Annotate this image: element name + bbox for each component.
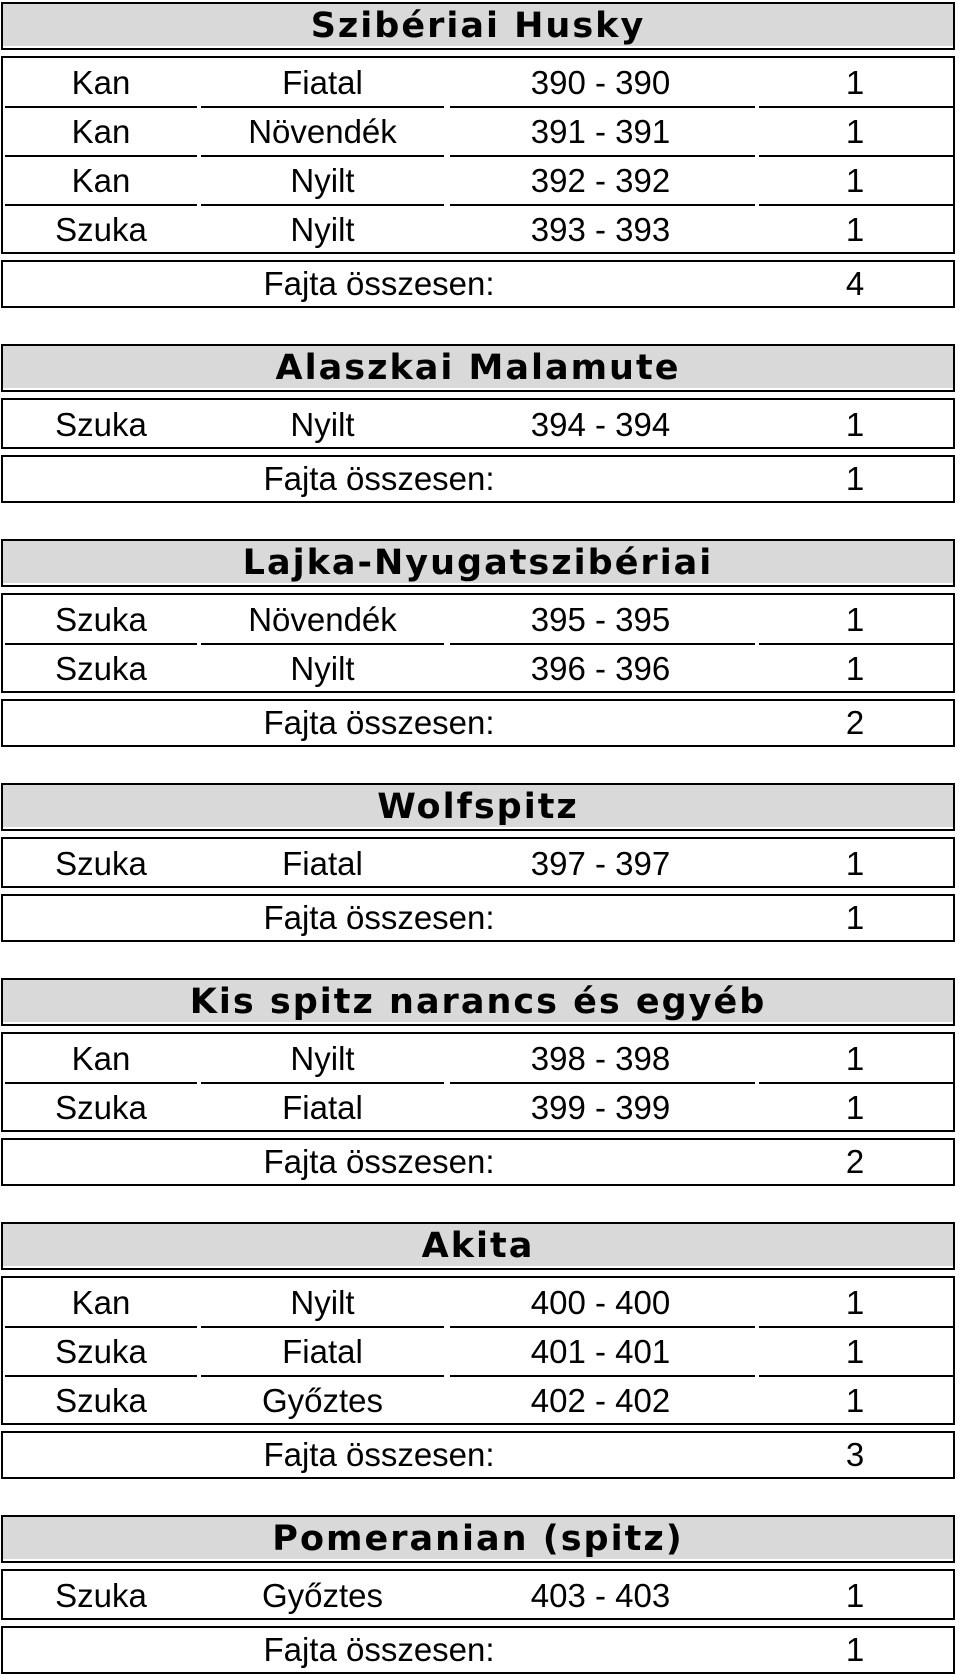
- number-range-cell: 397 - 397: [530, 845, 671, 882]
- total-label: Fajta összesen:: [263, 265, 495, 302]
- table-row: [3, 156, 953, 205]
- class-cell: Nyilt: [290, 162, 355, 199]
- breed-header: Alaszkai Malamute: [1, 344, 955, 392]
- table-row: [3, 1327, 953, 1376]
- sex-cell: Szuka: [55, 1382, 147, 1419]
- number-range-cell: 403 - 403: [530, 1577, 671, 1614]
- breed-header: Akita: [1, 1222, 955, 1270]
- number-range-cell: 393 - 393: [530, 211, 671, 248]
- table-row: [3, 1034, 953, 1083]
- total-count: 1: [845, 460, 865, 497]
- number-range-cell: 394 - 394: [530, 406, 671, 443]
- count-cell: 1: [845, 650, 865, 687]
- count-cell: 1: [845, 162, 865, 199]
- breed-header: Szibériai Husky: [1, 2, 955, 50]
- breed-total-row: [1, 894, 955, 942]
- breed-header: Wolfspitz: [1, 783, 955, 831]
- total-count: 1: [845, 1631, 865, 1668]
- table-row: [3, 400, 953, 449]
- number-range-cell: 398 - 398: [530, 1040, 671, 1077]
- table-row: [3, 205, 953, 254]
- sex-cell: Szuka: [55, 1577, 147, 1614]
- table-row: [3, 1083, 953, 1132]
- table-row: [3, 107, 953, 156]
- total-label: Fajta összesen:: [263, 1436, 495, 1473]
- count-cell: 1: [845, 113, 865, 150]
- breed-entries: [1, 1032, 955, 1132]
- breed-total-row: [1, 455, 955, 503]
- table-row: [3, 644, 953, 693]
- table-row: [3, 839, 953, 888]
- breed-header: Lajka-Nyugatszibériai: [1, 539, 955, 587]
- breed-entries: [1, 593, 955, 693]
- class-cell: Növendék: [248, 601, 397, 638]
- number-range-cell: 401 - 401: [530, 1333, 671, 1370]
- count-cell: 1: [845, 211, 865, 248]
- count-cell: 1: [845, 1040, 865, 1077]
- number-range-cell: 402 - 402: [530, 1382, 671, 1419]
- total-label: Fajta összesen:: [263, 1143, 495, 1180]
- sex-cell: Kan: [71, 1040, 131, 1077]
- total-label: Fajta összesen:: [263, 704, 495, 741]
- breed-entries: [1, 1569, 955, 1620]
- breed-entries: [1, 1276, 955, 1425]
- breed-header: Pomeranian (spitz): [1, 1515, 955, 1563]
- count-cell: 1: [845, 1284, 865, 1321]
- sex-cell: Szuka: [55, 1089, 147, 1126]
- breed-total-row: [1, 699, 955, 747]
- count-cell: 1: [845, 601, 865, 638]
- sex-cell: Szuka: [55, 845, 147, 882]
- number-range-cell: 400 - 400: [530, 1284, 671, 1321]
- class-cell: Nyilt: [290, 406, 355, 443]
- count-cell: 1: [845, 845, 865, 882]
- total-label: Fajta összesen:: [263, 1631, 495, 1668]
- breed-total-row: [1, 1431, 955, 1479]
- table-row: [3, 1278, 953, 1327]
- sex-cell: Kan: [71, 1284, 131, 1321]
- breed-total-row: [1, 1626, 955, 1674]
- class-cell: Fiatal: [282, 64, 363, 101]
- sex-cell: Kan: [71, 64, 131, 101]
- class-cell: Növendék: [248, 113, 397, 150]
- sex-cell: Szuka: [55, 650, 147, 687]
- class-cell: Fiatal: [282, 1333, 363, 1370]
- count-cell: 1: [845, 64, 865, 101]
- breed-total-row: [1, 1138, 955, 1186]
- class-cell: Nyilt: [290, 650, 355, 687]
- sex-cell: Szuka: [55, 406, 147, 443]
- class-cell: Győztes: [261, 1577, 384, 1614]
- table-row: [3, 1376, 953, 1425]
- class-cell: Fiatal: [282, 845, 363, 882]
- sex-cell: Szuka: [55, 601, 147, 638]
- sex-cell: Szuka: [55, 211, 147, 248]
- class-cell: Nyilt: [290, 1284, 355, 1321]
- table-row: [3, 58, 953, 107]
- total-count: 2: [845, 1143, 865, 1180]
- number-range-cell: 395 - 395: [530, 601, 671, 638]
- class-cell: Nyilt: [290, 1040, 355, 1077]
- total-count: 3: [845, 1436, 865, 1473]
- count-cell: 1: [845, 406, 865, 443]
- sex-cell: Szuka: [55, 1333, 147, 1370]
- table-row: [3, 1571, 953, 1620]
- number-range-cell: 391 - 391: [530, 113, 671, 150]
- count-cell: 1: [845, 1089, 865, 1126]
- table-row: [3, 595, 953, 644]
- total-label: Fajta összesen:: [263, 460, 495, 497]
- class-cell: Győztes: [261, 1382, 384, 1419]
- total-label: Fajta összesen:: [263, 899, 495, 936]
- breed-entries: [1, 56, 955, 254]
- number-range-cell: 390 - 390: [530, 64, 671, 101]
- sex-cell: Kan: [71, 162, 131, 199]
- count-cell: 1: [845, 1333, 865, 1370]
- number-range-cell: 399 - 399: [530, 1089, 671, 1126]
- total-count: 2: [845, 704, 865, 741]
- count-cell: 1: [845, 1382, 865, 1419]
- total-count: 4: [845, 265, 865, 302]
- breed-total-row: [1, 260, 955, 308]
- sex-cell: Kan: [71, 113, 131, 150]
- breed-entries: [1, 398, 955, 449]
- class-cell: Fiatal: [282, 1089, 363, 1126]
- class-cell: Nyilt: [290, 211, 355, 248]
- number-range-cell: 392 - 392: [530, 162, 671, 199]
- breed-entries: [1, 837, 955, 888]
- total-count: 1: [845, 899, 865, 936]
- count-cell: 1: [845, 1577, 865, 1614]
- breed-header: Kis spitz narancs és egyéb: [1, 978, 955, 1026]
- number-range-cell: 396 - 396: [530, 650, 671, 687]
